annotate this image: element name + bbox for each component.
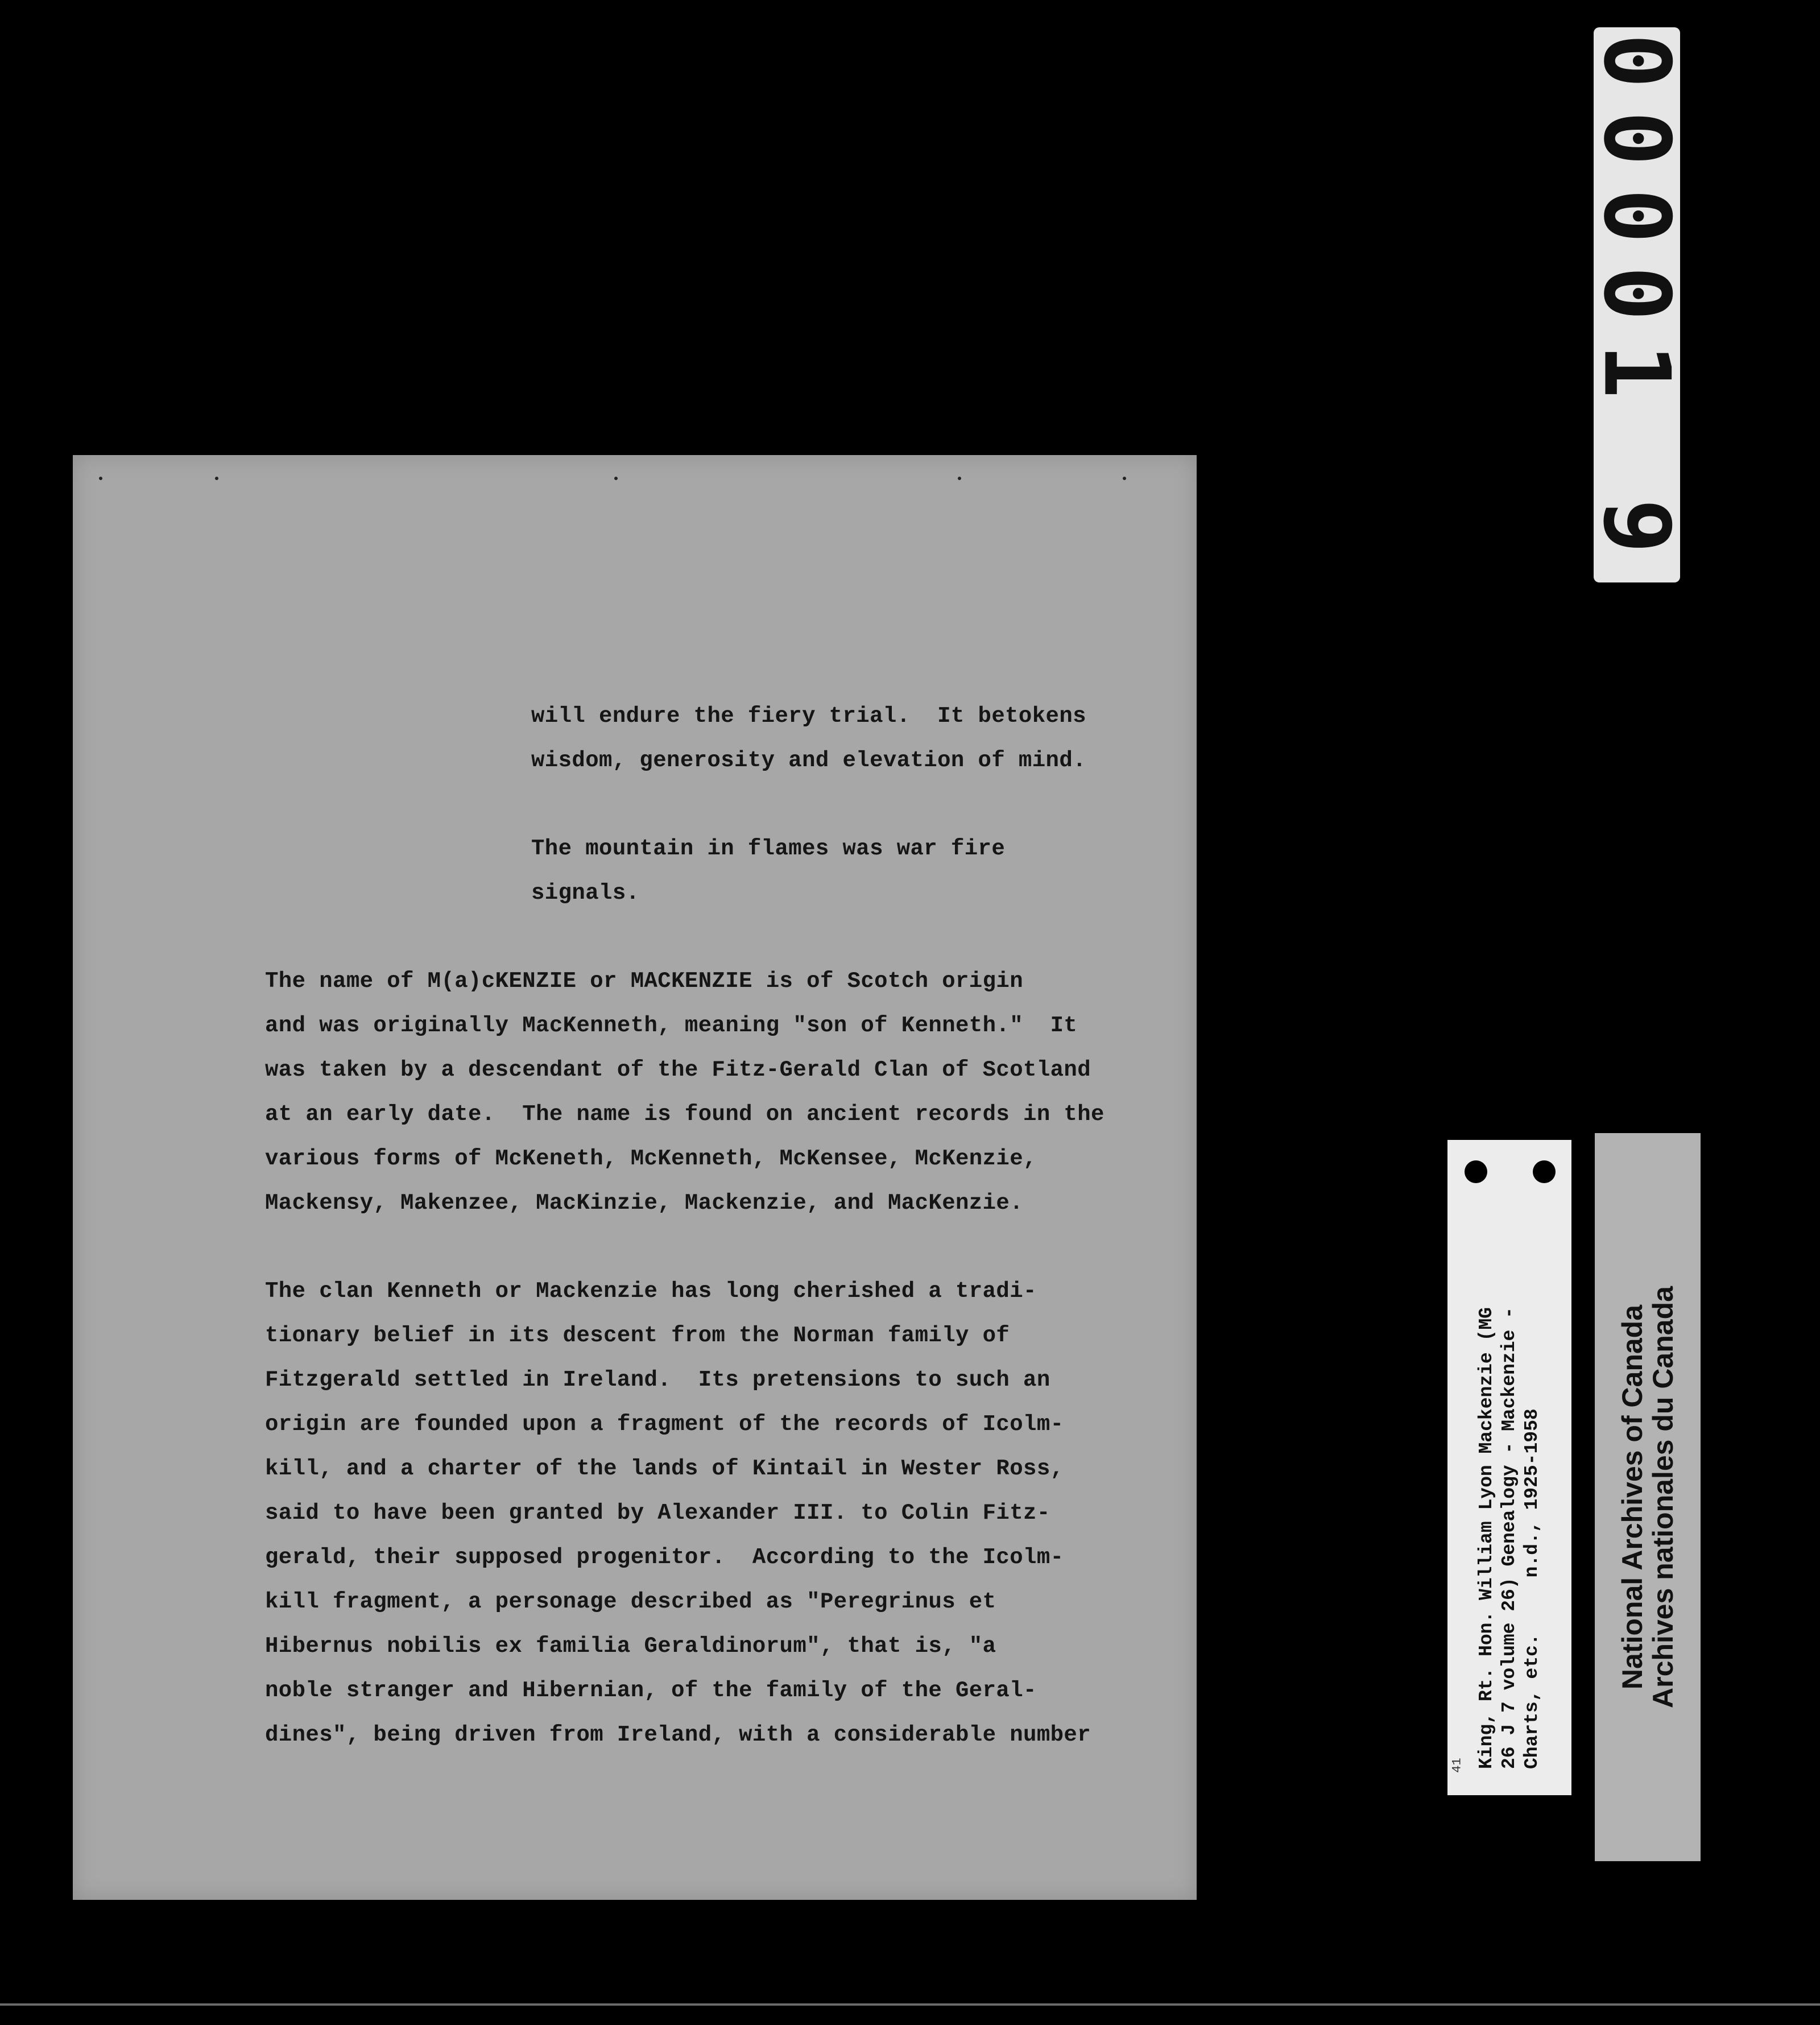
catalog-line: King, Rt. Hon. William Lyon Mackenzie (MG: [1476, 1307, 1497, 1769]
page-dot: [1123, 477, 1126, 480]
catalog-text: [1475, 1166, 1544, 1769]
text-line: signals.: [531, 881, 640, 906]
text-line: Fitzgerald settled in Ireland. Its pretensions to such an: [265, 1367, 1050, 1392]
page-dot: [958, 477, 961, 480]
page-dot: [614, 477, 618, 480]
text-line: will endure the fiery trial. It betokens: [531, 704, 1086, 729]
page-dot: [99, 477, 102, 480]
text-line: origin are founded upon a fragment of the records of Icolm-: [265, 1412, 1064, 1437]
text-line: kill fragment, a personage described as "Peregrinus et: [265, 1589, 996, 1614]
frame-number: 00001 9: [1583, 33, 1690, 577]
text-line: gerald, their supposed progenitor. According to the Icolm-: [265, 1545, 1064, 1570]
divider: [0, 2003, 1820, 2006]
catalog-line: 26 J 7 volume 26) Genealogy - Mackenzie -: [1499, 1307, 1520, 1769]
archives-name-fr: Archives nationales du Canada: [1647, 1286, 1679, 1708]
text-line: various forms of McKeneth, McKenneth, McKensee, McKenzie,: [265, 1146, 1037, 1171]
text-line: said to have been granted by Alexander III. to Colin Fitz-: [265, 1501, 1050, 1526]
text-line: The mountain in flames was war fire: [531, 836, 1006, 861]
page-dot: [215, 477, 218, 480]
text-line: Hibernus nobilis ex familia Geraldinorum", that is, "a: [265, 1634, 996, 1659]
text-line: at an early date. The name is found on ancient records in the: [265, 1102, 1105, 1127]
text-line: noble stranger and Hibernian, of the family of the Geral-: [265, 1678, 1037, 1703]
text-line: was taken by a descendant of the Fitz-Gerald Clan of Scotland: [265, 1057, 1091, 1082]
text-line: The name of M(a)cKENZIE or MACKENZIE is of Scotch origin: [265, 969, 1024, 994]
text-line: wisdom, generosity and elevation of mind.: [531, 748, 1086, 773]
archives-label: [1595, 1133, 1701, 1861]
text-line: kill, and a charter of the lands of Kintail in Wester Ross,: [265, 1456, 1064, 1481]
archives-text: [1617, 1241, 1678, 1753]
catalog-label: [1447, 1140, 1571, 1795]
text-line: tionary belief in its descent from the Norman family of: [265, 1323, 1010, 1348]
text-line: and was originally MacKenneth, meaning "son of Kenneth." It: [265, 1013, 1078, 1038]
text-line: dines", being driven from Ireland, with a considerable number: [265, 1722, 1091, 1747]
document-page: [73, 455, 1197, 1900]
catalog-line: Charts, etc. n.d., 1925-1958: [1521, 1408, 1542, 1769]
catalog-marker: 41: [1450, 1758, 1465, 1773]
frame-number-strip: [1583, 27, 1690, 582]
text-line: Mackensy, Makenzee, MacKinzie, Mackenzie, and MacKenzie.: [265, 1191, 1024, 1216]
text-line: The clan Kenneth or Mackenzie has long cherished a tradi-: [265, 1279, 1037, 1304]
archives-name-en: National Archives of Canada: [1616, 1304, 1648, 1690]
